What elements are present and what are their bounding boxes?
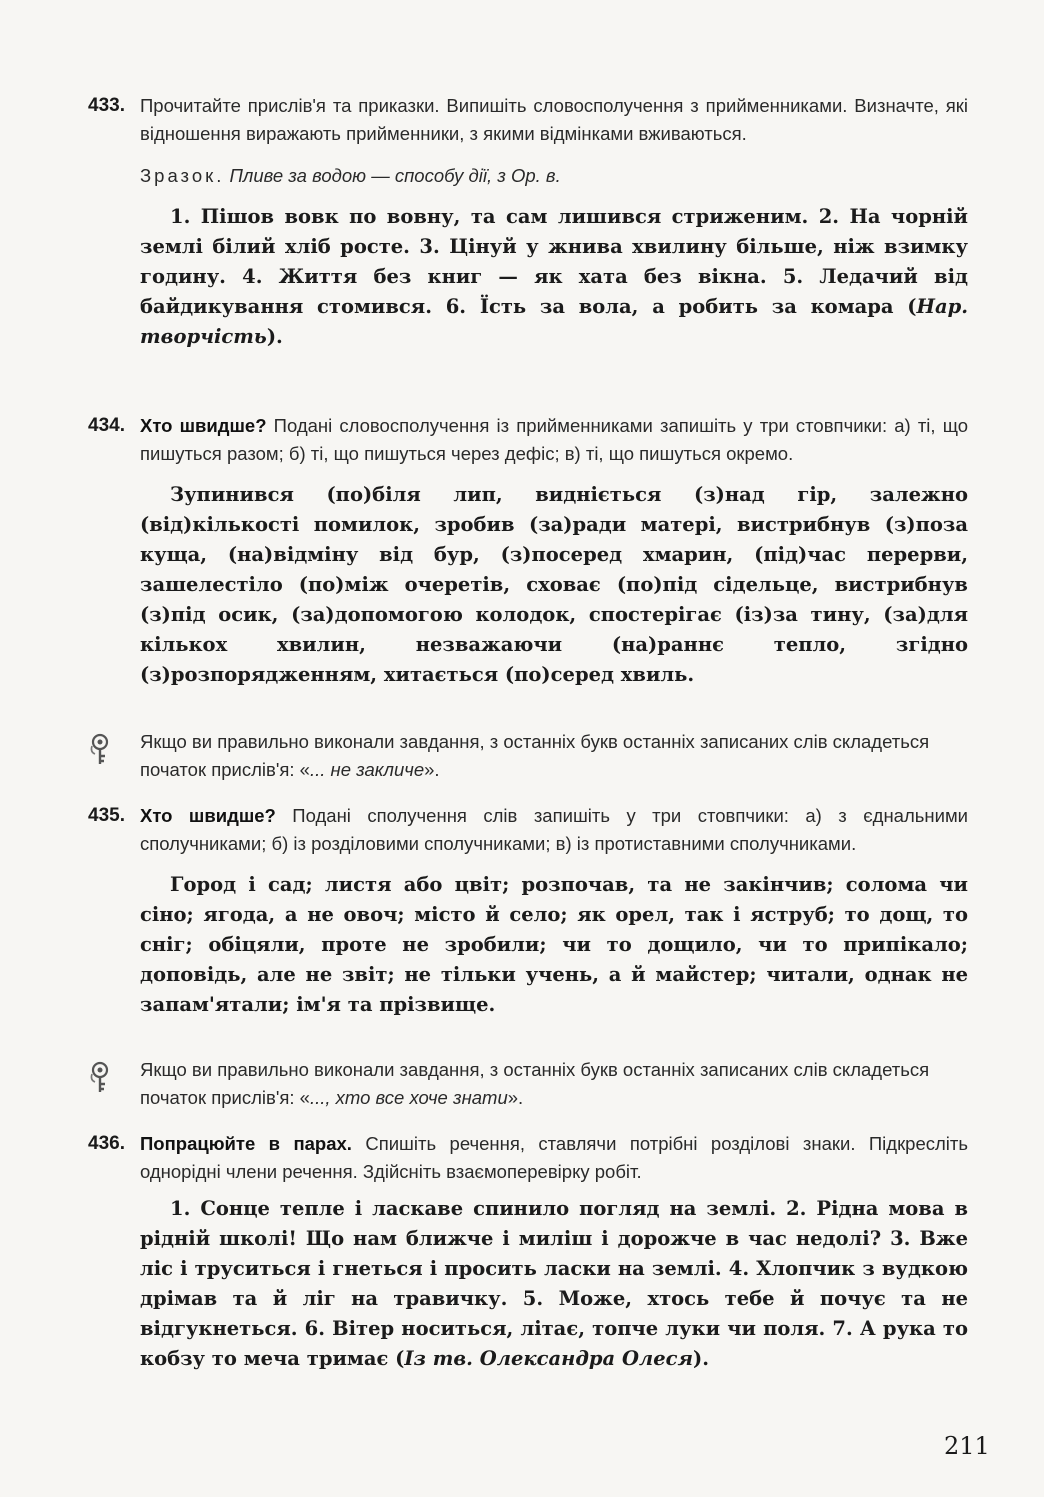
exercise-task: [140, 802, 968, 858]
hint-body: Якщо ви правильно виконали завдання, з останніх букв останніх записаних слів складеться початок прислів'я: «: [140, 1059, 930, 1108]
source-citation: Нар. творчість: [140, 295, 968, 348]
sample: [140, 162, 968, 190]
hint-quote: ..., хто все хоче знати: [309, 1087, 508, 1108]
exercise-number: 435.: [88, 805, 125, 826]
task-text: Подані сполучення слів запишіть у три стовпчики: а) з єднальними сполучниками; б) із розділовими сполучниками; в) із протиставними сполучниками.: [140, 805, 968, 854]
page-number: 211: [944, 1432, 990, 1460]
exercise-435: [88, 802, 968, 1020]
exercise-task: Прочитайте прислів'я та приказки. Випишіть словосполучення з прийменниками. Визначте, які відношення виражають прийменники, з якими відмінками вживаються.: [140, 95, 968, 144]
exercise-number: 434.: [88, 415, 125, 436]
hint-quote: ... не закличе: [309, 759, 425, 780]
hint-2: [88, 1056, 968, 1112]
sample-text: Пливе за водою — способу дії, з Ор. в.: [229, 165, 561, 186]
exercise-task: [140, 412, 968, 468]
key-icon: [88, 728, 140, 784]
key-icon: [88, 1056, 140, 1112]
hint-text: [140, 728, 968, 784]
source-citation: Із тв. Олександра Олеся: [404, 1347, 694, 1370]
exercise-text: Город і сад; листя або цвіт; розпочав, та не закінчив; солома чи сіно; ягода, а не овоч; місто й село; як орел, так і яструб; то дощ, то сніг; обіцяли, проте не зробили; чи то дощило, чи то припікало; доповідь, але не звіт; не тільки учень, а й майстер; читали, однак не запам'ятали; ім'я та прізвище.: [140, 873, 968, 1016]
exercise-task: [140, 1130, 968, 1186]
exercise-text: Зупинився (по)біля лип, видніється (з)над гір, залежно (від)кількості помилок, зробив (за)ради матері, вистрибнув (з)поза куща, (на)відміну від бур, (з)посеред хмарин, (під)час перерви, зашелестіло (по)між очеретів, сховає (по)під сідельце, вистрибнув (з)під осик, (за)допомогою колодок, спостерігає (із)за тину, (за)для кількох хвилин, незважаючи (на)раннє тепло, згідно (з)розпорядженням, хитається (по)серед хвиль.: [140, 483, 968, 686]
proverbs-text: 1. Пішов вовк по вовну, та сам лишився стриженим. 2. На чорній землі білий хліб росте. 3. Цінуй у жнива хвилину більше, ніж взимку годину. 4. Життя без книг — як хата без вікна. 5. Ледачий від байдикування стомився. 6. Їсть за вола, а робить за комара (: [140, 205, 968, 318]
sample-label: Зразок.: [140, 165, 225, 186]
text-end: ).: [266, 325, 283, 348]
exercise-text: [140, 202, 968, 352]
exercise-436: [88, 1130, 968, 1374]
exercise-text: [140, 1194, 968, 1374]
task-lead: Хто швидше?: [140, 415, 267, 436]
task-text: Подані словосполучення із прийменниками запишіть у три стовпчики: а) ті, що пишуться разом; б) ті, що пишуться через дефіс; в) ті, що пишуться окремо.: [140, 415, 968, 464]
exercise-433: [88, 92, 968, 352]
text-end: ).: [693, 1347, 710, 1370]
sentences-text: 1. Сонце тепле і ласкаве спинило погляд на землі. 2. Рідна мова в рідній школі! Що нам ближче і миліш і дорожче в час недолі? 3. Вже ліс і труситься і гнеться і просить ласки на землі. 4. Хлопчик з вудкою дрімав та й ліг на травичку. 5. Може, хтось тебе й почує та не відгукнеться. 6. Вітер носиться, літає, топче луки чи поля. 7. А рука то кобзу то меча тримає (: [140, 1197, 968, 1370]
exercise-434: [88, 412, 968, 690]
hint-1: [88, 728, 968, 784]
exercise-number: 433.: [88, 95, 125, 116]
hint-end: ».: [507, 1087, 524, 1108]
task-lead: Хто швидше?: [140, 805, 276, 826]
task-lead: Попрацюйте в парах.: [140, 1133, 352, 1154]
hint-body: Якщо ви правильно виконали завдання, з останніх букв останніх записаних слів складеться початок прислів'я: «: [140, 731, 930, 780]
hint-end: ».: [424, 759, 440, 780]
exercise-number: 436.: [88, 1133, 125, 1154]
task-text: Спишіть речення, ставлячи потрібні розділові знаки. Підкресліть однорідні члени речення. Здійсніть взаємоперевірку робіт.: [140, 1133, 969, 1182]
hint-text: [140, 1056, 968, 1112]
